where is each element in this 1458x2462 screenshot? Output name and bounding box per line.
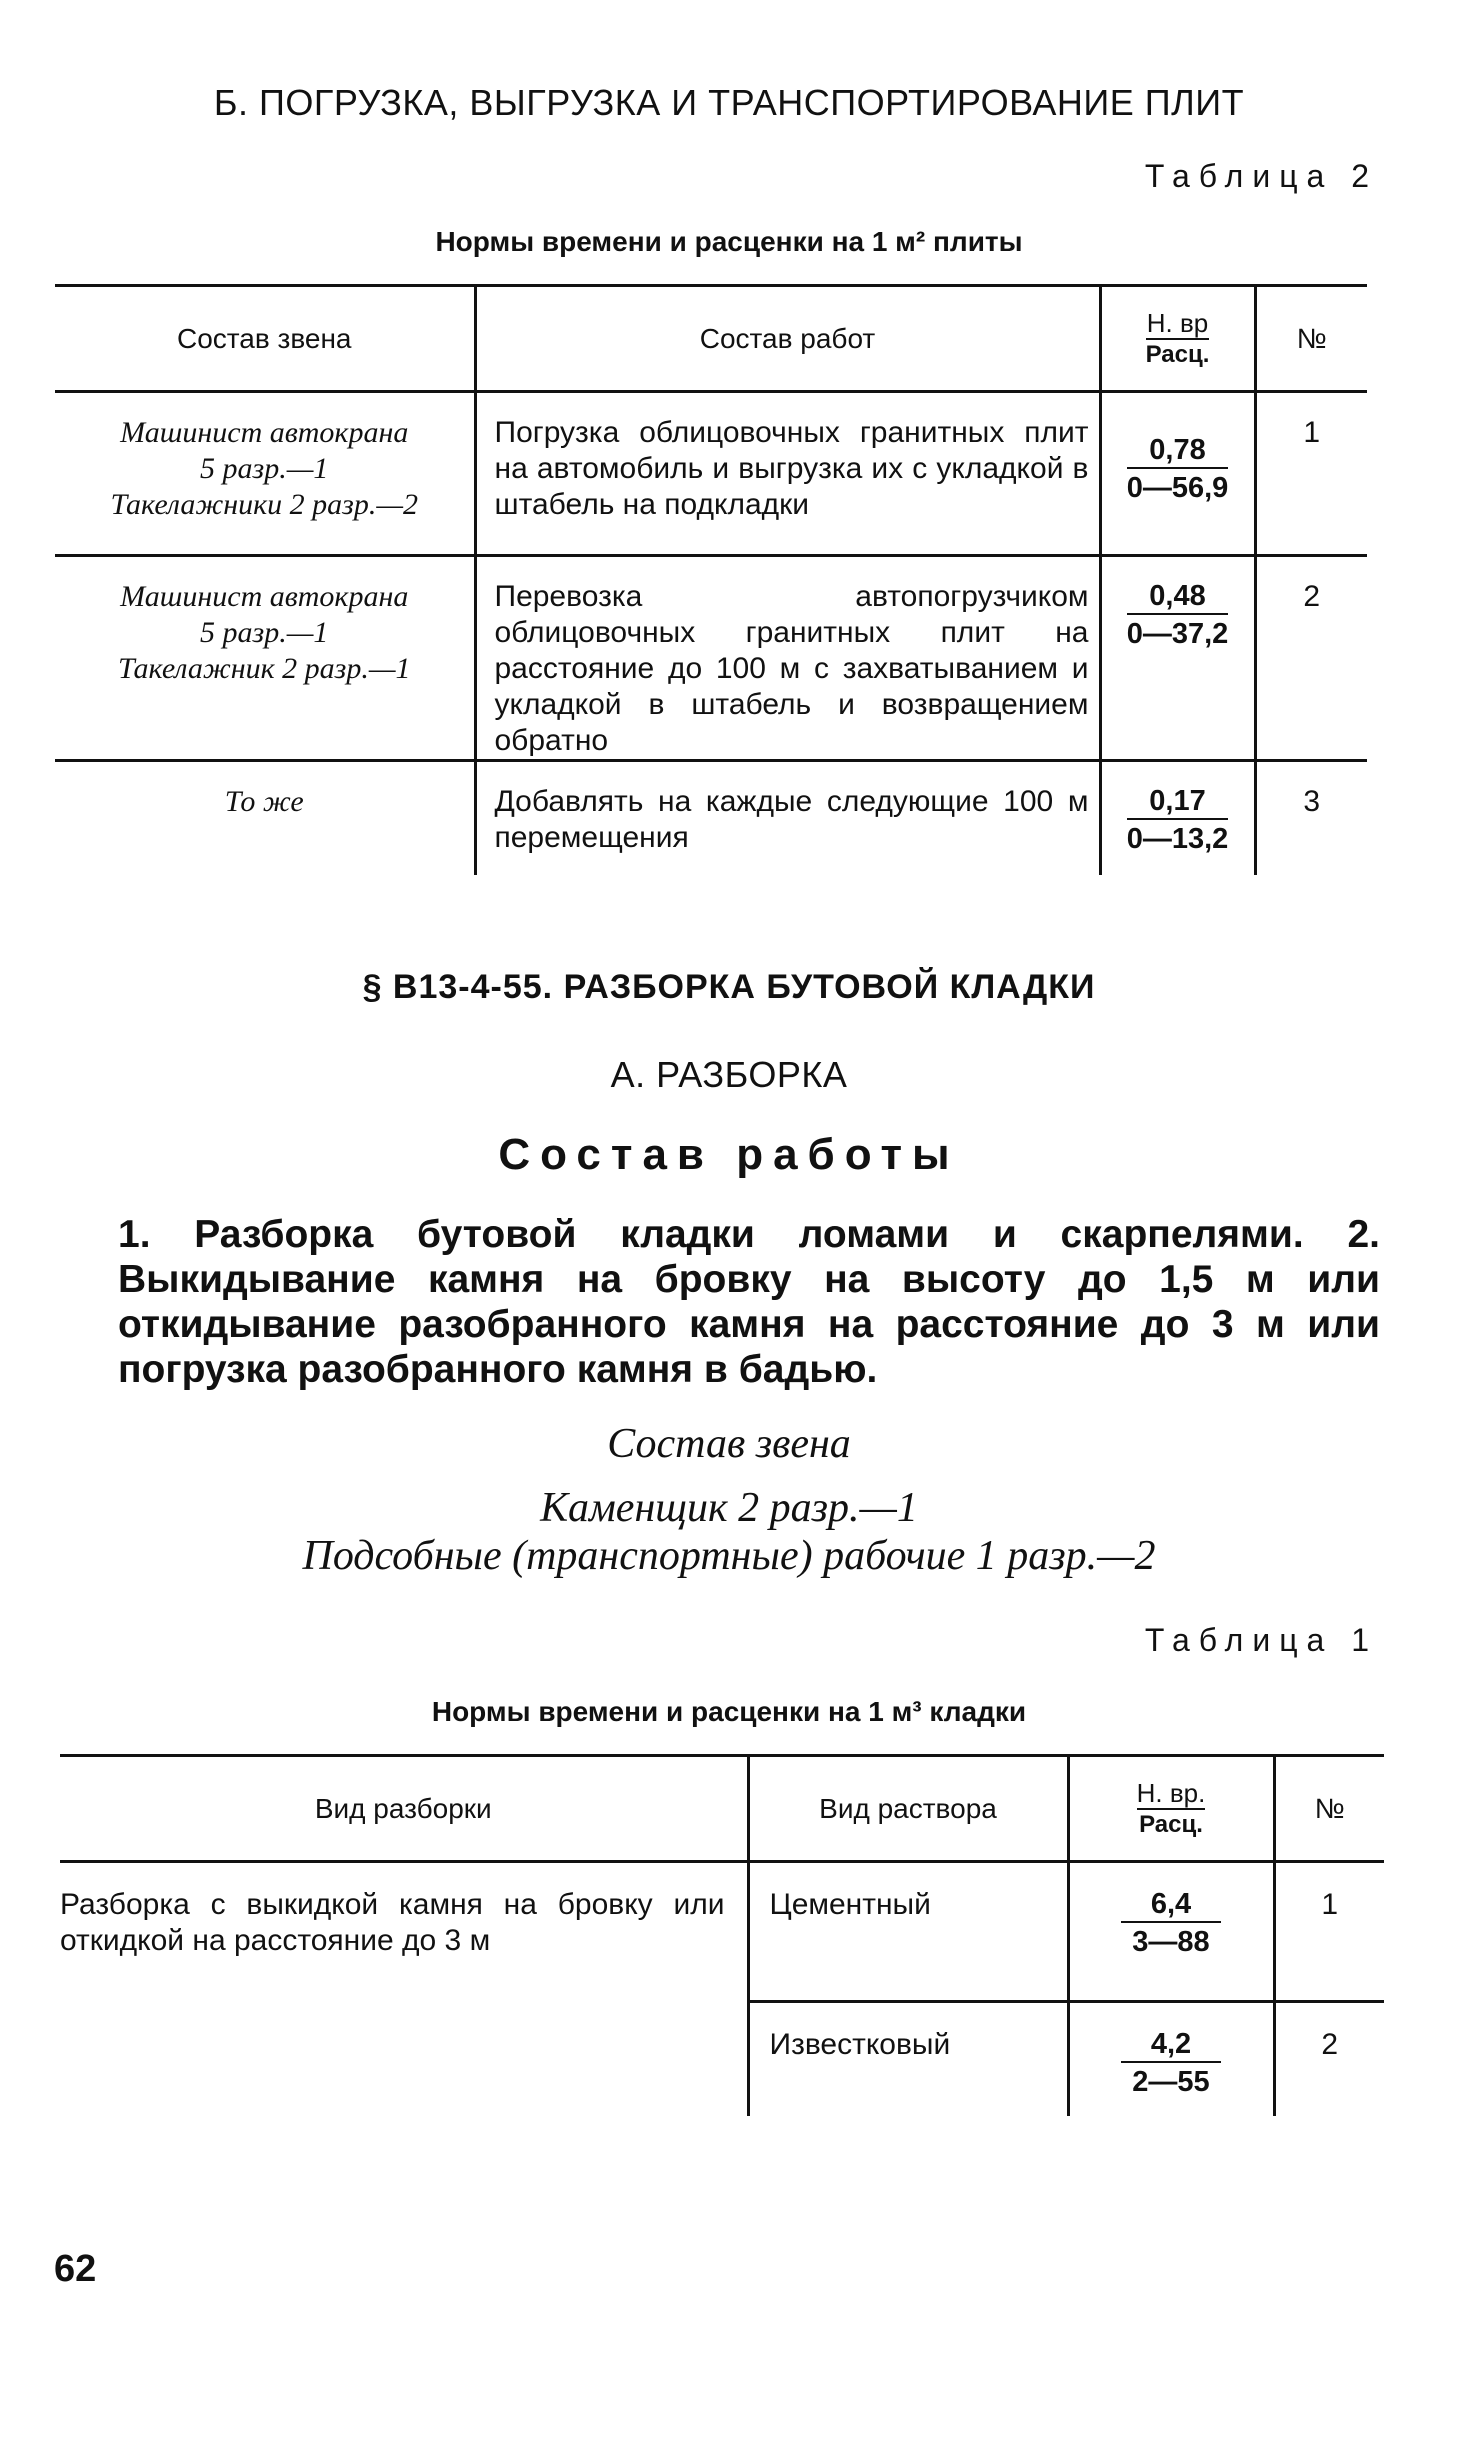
table-row [55, 556, 1367, 761]
table2-row3-num: 3 [1255, 761, 1367, 875]
table2-row1-work: Погрузка облицовочных гранитных плит на автомобиль и выгрузка их с укладкой в штабель на подкладки [475, 392, 1100, 556]
table2-row3-crew: То же [224, 785, 304, 818]
table1-row2-num: 2 [1274, 2002, 1384, 2116]
table1-row1-norm: $\frac{6,4}{3—88}$ [1068, 1862, 1274, 2002]
crew-line-1: Каменщик 2 разр.—1 [540, 1485, 918, 1531]
table-row [55, 761, 1367, 875]
table2-header-norm: $\frac{Н. вр}{\text{Расц.}}$ [1100, 286, 1255, 392]
table-row [60, 1862, 1384, 2002]
table2-row2-num: 2 [1255, 556, 1367, 761]
crew-line-2: Подсобные (транспортные) рабочие 1 разр.—2 [302, 1533, 1156, 1579]
section-b-heading: Б. ПОГРУЗКА, ВЫГРУЗКА И ТРАНСПОРТИРОВАНИЕ ПЛИТ [213, 82, 1245, 123]
table1-row2-mortar: Известковый [748, 2002, 1068, 2116]
table2-header-num: № [1255, 286, 1367, 392]
table1-header-num: № [1274, 1756, 1384, 1862]
table-row [55, 392, 1367, 556]
table2-row1-num: 1 [1255, 392, 1367, 556]
table1-row2-norm: $\frac{4,2}{2—55}$ [1068, 2002, 1274, 2116]
table2-row2-crew: Машинист автокрана 5 разр.—1 Такелажник 2 разр.—1 [55, 556, 475, 761]
table2-title: Нормы времени и расценки на 1 м² плиты [435, 226, 1023, 257]
table2-header-work: Состав работ [475, 286, 1100, 392]
table2 [55, 284, 1367, 875]
table2-row3-norm: $\frac{0,17}{0—13,2}$ [1100, 761, 1255, 875]
work-composition-text: 1. Разборка бутовой кладки ломами и скарпелями. 2. Выкидывание камня на бровку на высоту до 1,5 м или откидывание разобранного камня на расстояние до 3 м или погрузка разобранного камня в бадью. [118, 1213, 1380, 1391]
table1-row1-type: Разборка с выкидкой камня на бровку или откидкой на расстояние до 3 м [60, 1888, 725, 1957]
table2-row2-norm: $\frac{0,48}{0—37,2}$ [1100, 556, 1255, 761]
table2-header-crew: Состав звена [55, 286, 475, 392]
table2-label: Таблица 2 [1144, 158, 1378, 194]
table2-row1-crew: Машинист автокрана 5 разр.—1 Такелажники 2 разр.—2 [55, 392, 475, 556]
table2-row3-work: Добавлять на каждые следующие 100 м перемещения [475, 761, 1100, 875]
crew-heading: Состав звена [607, 1421, 851, 1467]
table1-title: Нормы времени и расценки на 1 м³ кладки [431, 1696, 1027, 1727]
work-composition-heading: Состав работы [498, 1130, 960, 1179]
table2-row2-work: Перевозка автопогрузчиком облицовочных гранитных плит на расстояние до 100 м с захватыванием и укладкой в штабель и возвращением обратно [475, 556, 1100, 761]
subsection-heading: А. РАЗБОРКА [610, 1054, 848, 1095]
page-number: 62 [54, 2248, 97, 2290]
table1 [60, 1754, 1384, 2116]
table1-row1-num: 1 [1274, 1862, 1384, 2002]
table1-header-norm: $\frac{Н. вр.}{\text{Расц.}}$ [1068, 1756, 1274, 1862]
table2-row1-norm: $\frac{0,78}{0—56,9}$ [1100, 392, 1255, 556]
table1-label: Таблица 1 [1144, 1622, 1378, 1658]
section-heading: § В13-4-55. РАЗБОРКА БУТОВОЙ КЛАДКИ [362, 968, 1096, 1006]
table1-header-mortar: Вид раствора [748, 1756, 1068, 1862]
table1-header-type: Вид разборки [60, 1756, 748, 1862]
table1-row1-mortar: Цементный [748, 1862, 1068, 2002]
